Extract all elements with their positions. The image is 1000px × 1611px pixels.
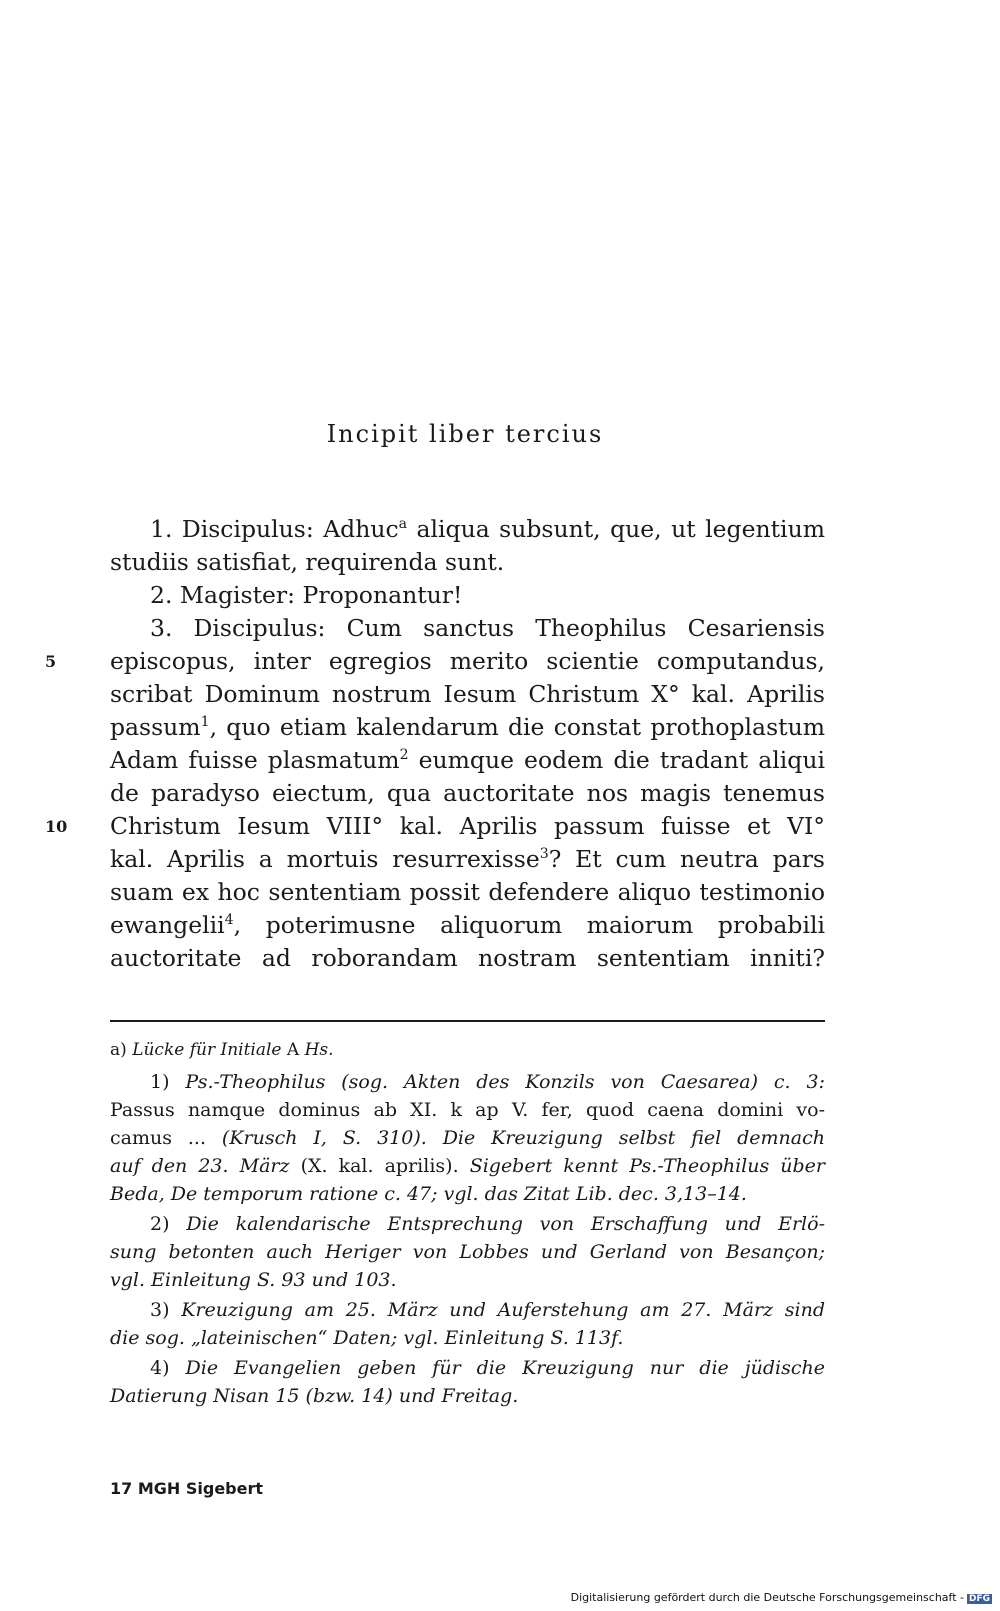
footnote-line: 4) Die Evangelien geben für die Kreuzigung nur die jüdische	[150, 1357, 826, 1379]
footnote-line: vgl. Einleitung S. 93 und 103.	[110, 1269, 397, 1291]
text-line: Christum Iesum VIII° kal. Aprilis passum fuisse et VI°	[110, 812, 825, 840]
footnote-divider	[110, 1020, 825, 1022]
text-line: studiis satisfiat, requirenda sunt.	[110, 548, 505, 576]
text-line: passum$^1$, quo etiam kalendarum die constat prothoplastum	[110, 713, 825, 741]
footnote-line: 3) Kreuzigung am 25. März und Auferstehung am 27. März sind	[150, 1299, 825, 1321]
text-line: scribat Dominum nostrum Iesum Christum X° kal. Aprilis	[110, 680, 825, 708]
footnote-line: Passus namque dominus ab XI. k ap V. fer, quod caena domini vo-	[110, 1099, 825, 1121]
text-line: ewangelii$^4$, poterimusne aliquorum maiorum probabili	[110, 911, 825, 939]
section-heading: Incipit liber tercius	[326, 420, 604, 448]
text-line: 3. Discipulus: Cum sanctus Theophilus Cesariensis	[150, 614, 825, 642]
text-line: 2. Magister: Proponantur!	[150, 581, 463, 609]
apparatus-note: a) Lücke für Initiale A Hs.	[110, 1040, 334, 1060]
text-line: de paradyso eiectum, qua auctoritate nos magis tenemus	[110, 779, 825, 807]
text-line: Adam fuisse plasmatum$^2$ eumque eodem die tradant aliqui	[110, 746, 825, 774]
dfg-logo: DFG	[968, 1594, 990, 1604]
footnote-line: Beda, De temporum ratione c. 47; vgl. das Zitat Lib. dec. 3,13–14.	[110, 1183, 747, 1205]
text-line: kal. Aprilis a mortuis resurrexisse$^3$? Et cum neutra pars	[110, 845, 825, 873]
footnote-line: Datierung Nisan 15 (bzw. 14) und Freitag.	[110, 1385, 519, 1407]
footnote-line: camus ... (Krusch I, S. 310). Die Kreuzigung selbst fiel demnach	[110, 1127, 825, 1149]
footnote-line: sung betonten auch Heriger von Lobbes und Gerland von Besançon;	[110, 1241, 825, 1263]
footnote-line: 2) Die kalendarische Entsprechung von Erschaffung und Erlö-	[150, 1213, 825, 1235]
text-line: suam ex hoc sententiam possit defendere aliquo testimonio	[110, 878, 825, 906]
line-number: 10	[45, 817, 68, 836]
footnote-line: die sog. „lateinischen“ Daten; vgl. Einleitung S. 113f.	[110, 1327, 624, 1349]
text-line: auctoritate ad roborandam nostram sententiam inniti?	[110, 944, 825, 972]
text-line: 1. Discipulus: Adhuc$^a$ aliqua subsunt, que, ut legentium	[150, 515, 825, 543]
printer-signature: 17 MGH Sigebert	[110, 1479, 264, 1498]
line-number: 5	[45, 652, 57, 671]
text-line: episcopus, inter egregios merito scientie computandus,	[110, 647, 825, 675]
footnote-line: 1) Ps.-Theophilus (sog. Akten des Konzils von Caesarea) c. 3:	[150, 1071, 825, 1093]
digitization-credit: Digitalisierung gefördert durch die Deutsche Forschungsgemeinschaft - DFG	[570, 1591, 990, 1604]
footnote-line: auf den 23. März (X. kal. aprilis). Sigebert kennt Ps.-Theophilus über	[110, 1155, 826, 1177]
